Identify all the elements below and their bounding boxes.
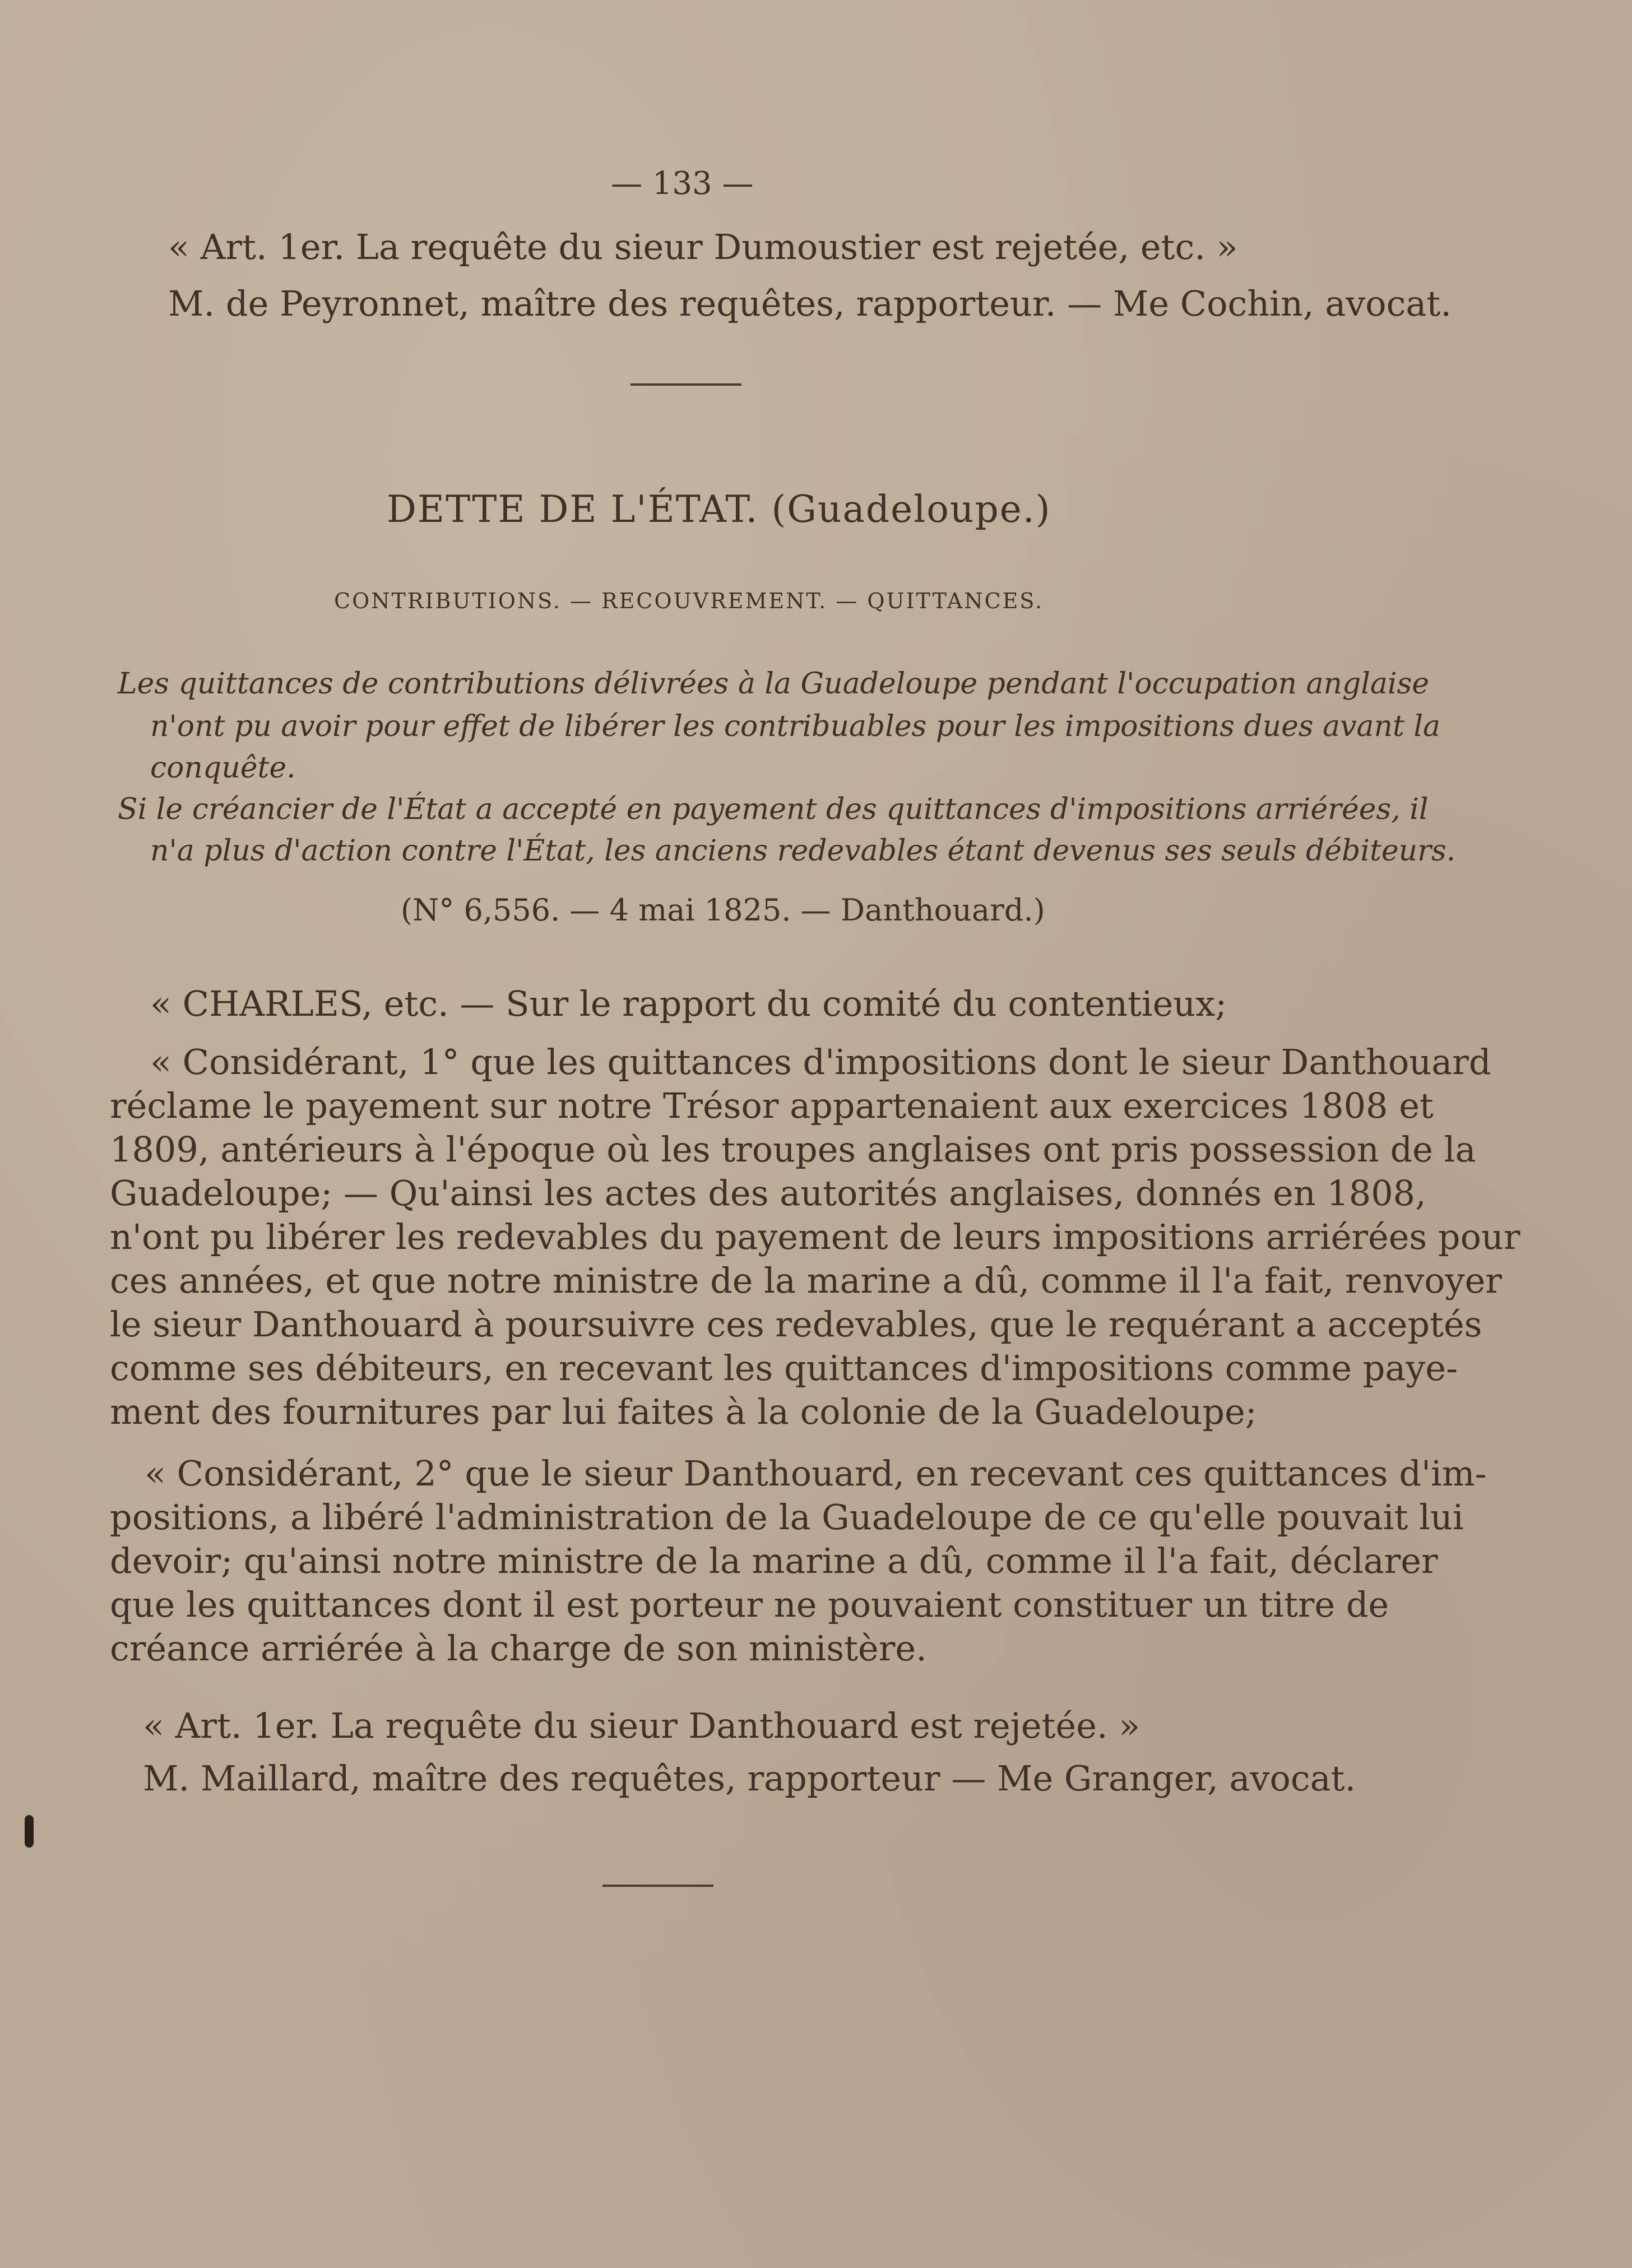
considerant-2-line: « Considérant, 2° que le sieur Danthouard, en recevant ces quittances d'im-: [145, 1453, 1487, 1494]
previous-reporter-line: M. de Peyronnet, maître des requêtes, rapporteur. — Me Cochin, avocat.: [168, 283, 1452, 324]
section-title: DETTE DE L'ÉTAT. (Guadeloupe.): [387, 488, 1051, 531]
decision-reporter-line: M. Maillard, maître des requêtes, rapporteur — Me Granger, avocat.: [143, 1758, 1356, 1799]
considerant-1-line: ces années, et que notre ministre de la marine a dû, comme il l'a fait, renvoyer: [110, 1260, 1502, 1301]
summary-line: conquête.: [150, 751, 296, 785]
decision-article: « Art. 1er. La requête du sieur Danthouard est rejetée. »: [143, 1705, 1140, 1746]
considerant-1-line: ment des fournitures par lui faites à la colonie de la Guadeloupe;: [110, 1391, 1257, 1432]
section-subheading: CONTRIBUTIONS. — RECOUVREMENT. — QUITTANCES.: [334, 589, 1044, 613]
ink-spot-mark: [25, 1815, 34, 1848]
decision-opening: « CHARLES, etc. — Sur le rapport du comité du contentieux;: [150, 983, 1227, 1024]
summary-line: Si le créancier de l'État a accepté en payement des quittances d'impositions arriérées, il: [118, 793, 1429, 826]
considerant-1-line: Guadeloupe; — Qu'ainsi les actes des autorités anglaises, donnés en 1808,: [110, 1173, 1426, 1214]
previous-article: « Art. 1er. La requête du sieur Dumoustier est rejetée, etc. »: [168, 226, 1238, 267]
considerant-2-line: créance arriérée à la charge de son ministère.: [110, 1628, 927, 1669]
considerant-1-line: comme ses débiteurs, en recevant les quittances d'impositions comme paye-: [110, 1348, 1458, 1388]
considerant-1-line: le sieur Danthouard à poursuivre ces redevables, que le requérant a acceptés: [110, 1304, 1482, 1345]
summary-line: Les quittances de contributions délivrées à la Guadeloupe pendant l'occupation anglaise: [118, 667, 1430, 701]
considerant-1-line: « Considérant, 1° que les quittances d'impositions dont le sieur Danthouard: [150, 1042, 1491, 1082]
summary-line: n'a plus d'action contre l'État, les anciens redevables étant devenus ses seuls débiteurs.: [150, 834, 1456, 868]
separator-rule: [602, 1885, 713, 1887]
considerant-1-line: n'ont pu libérer les redevables du payement de leurs impositions arriérées pour: [110, 1216, 1520, 1257]
separator-rule: [630, 383, 741, 386]
case-reference: (N° 6,556. — 4 mai 1825. — Danthouard.): [401, 892, 1045, 928]
considerant-2-line: que les quittances dont il est porteur ne pouvaient constituer un titre de: [110, 1584, 1389, 1625]
considerant-2-line: devoir; qu'ainsi notre ministre de la marine a dû, comme il l'a fait, déclarer: [110, 1540, 1438, 1581]
considerant-1-line: 1809, antérieurs à l'époque où les troupes anglaises ont pris possession de la: [110, 1129, 1476, 1170]
summary-line: n'ont pu avoir pour effet de libérer les contribuables pour les impositions dues avant la: [150, 710, 1441, 743]
considerant-2-line: positions, a libéré l'administration de la Guadeloupe de ce qu'elle pouvait lui: [110, 1497, 1464, 1538]
page-number: — 133 —: [611, 165, 754, 202]
considerant-1-line: réclame le payement sur notre Trésor appartenaient aux exercices 1808 et: [110, 1085, 1434, 1126]
